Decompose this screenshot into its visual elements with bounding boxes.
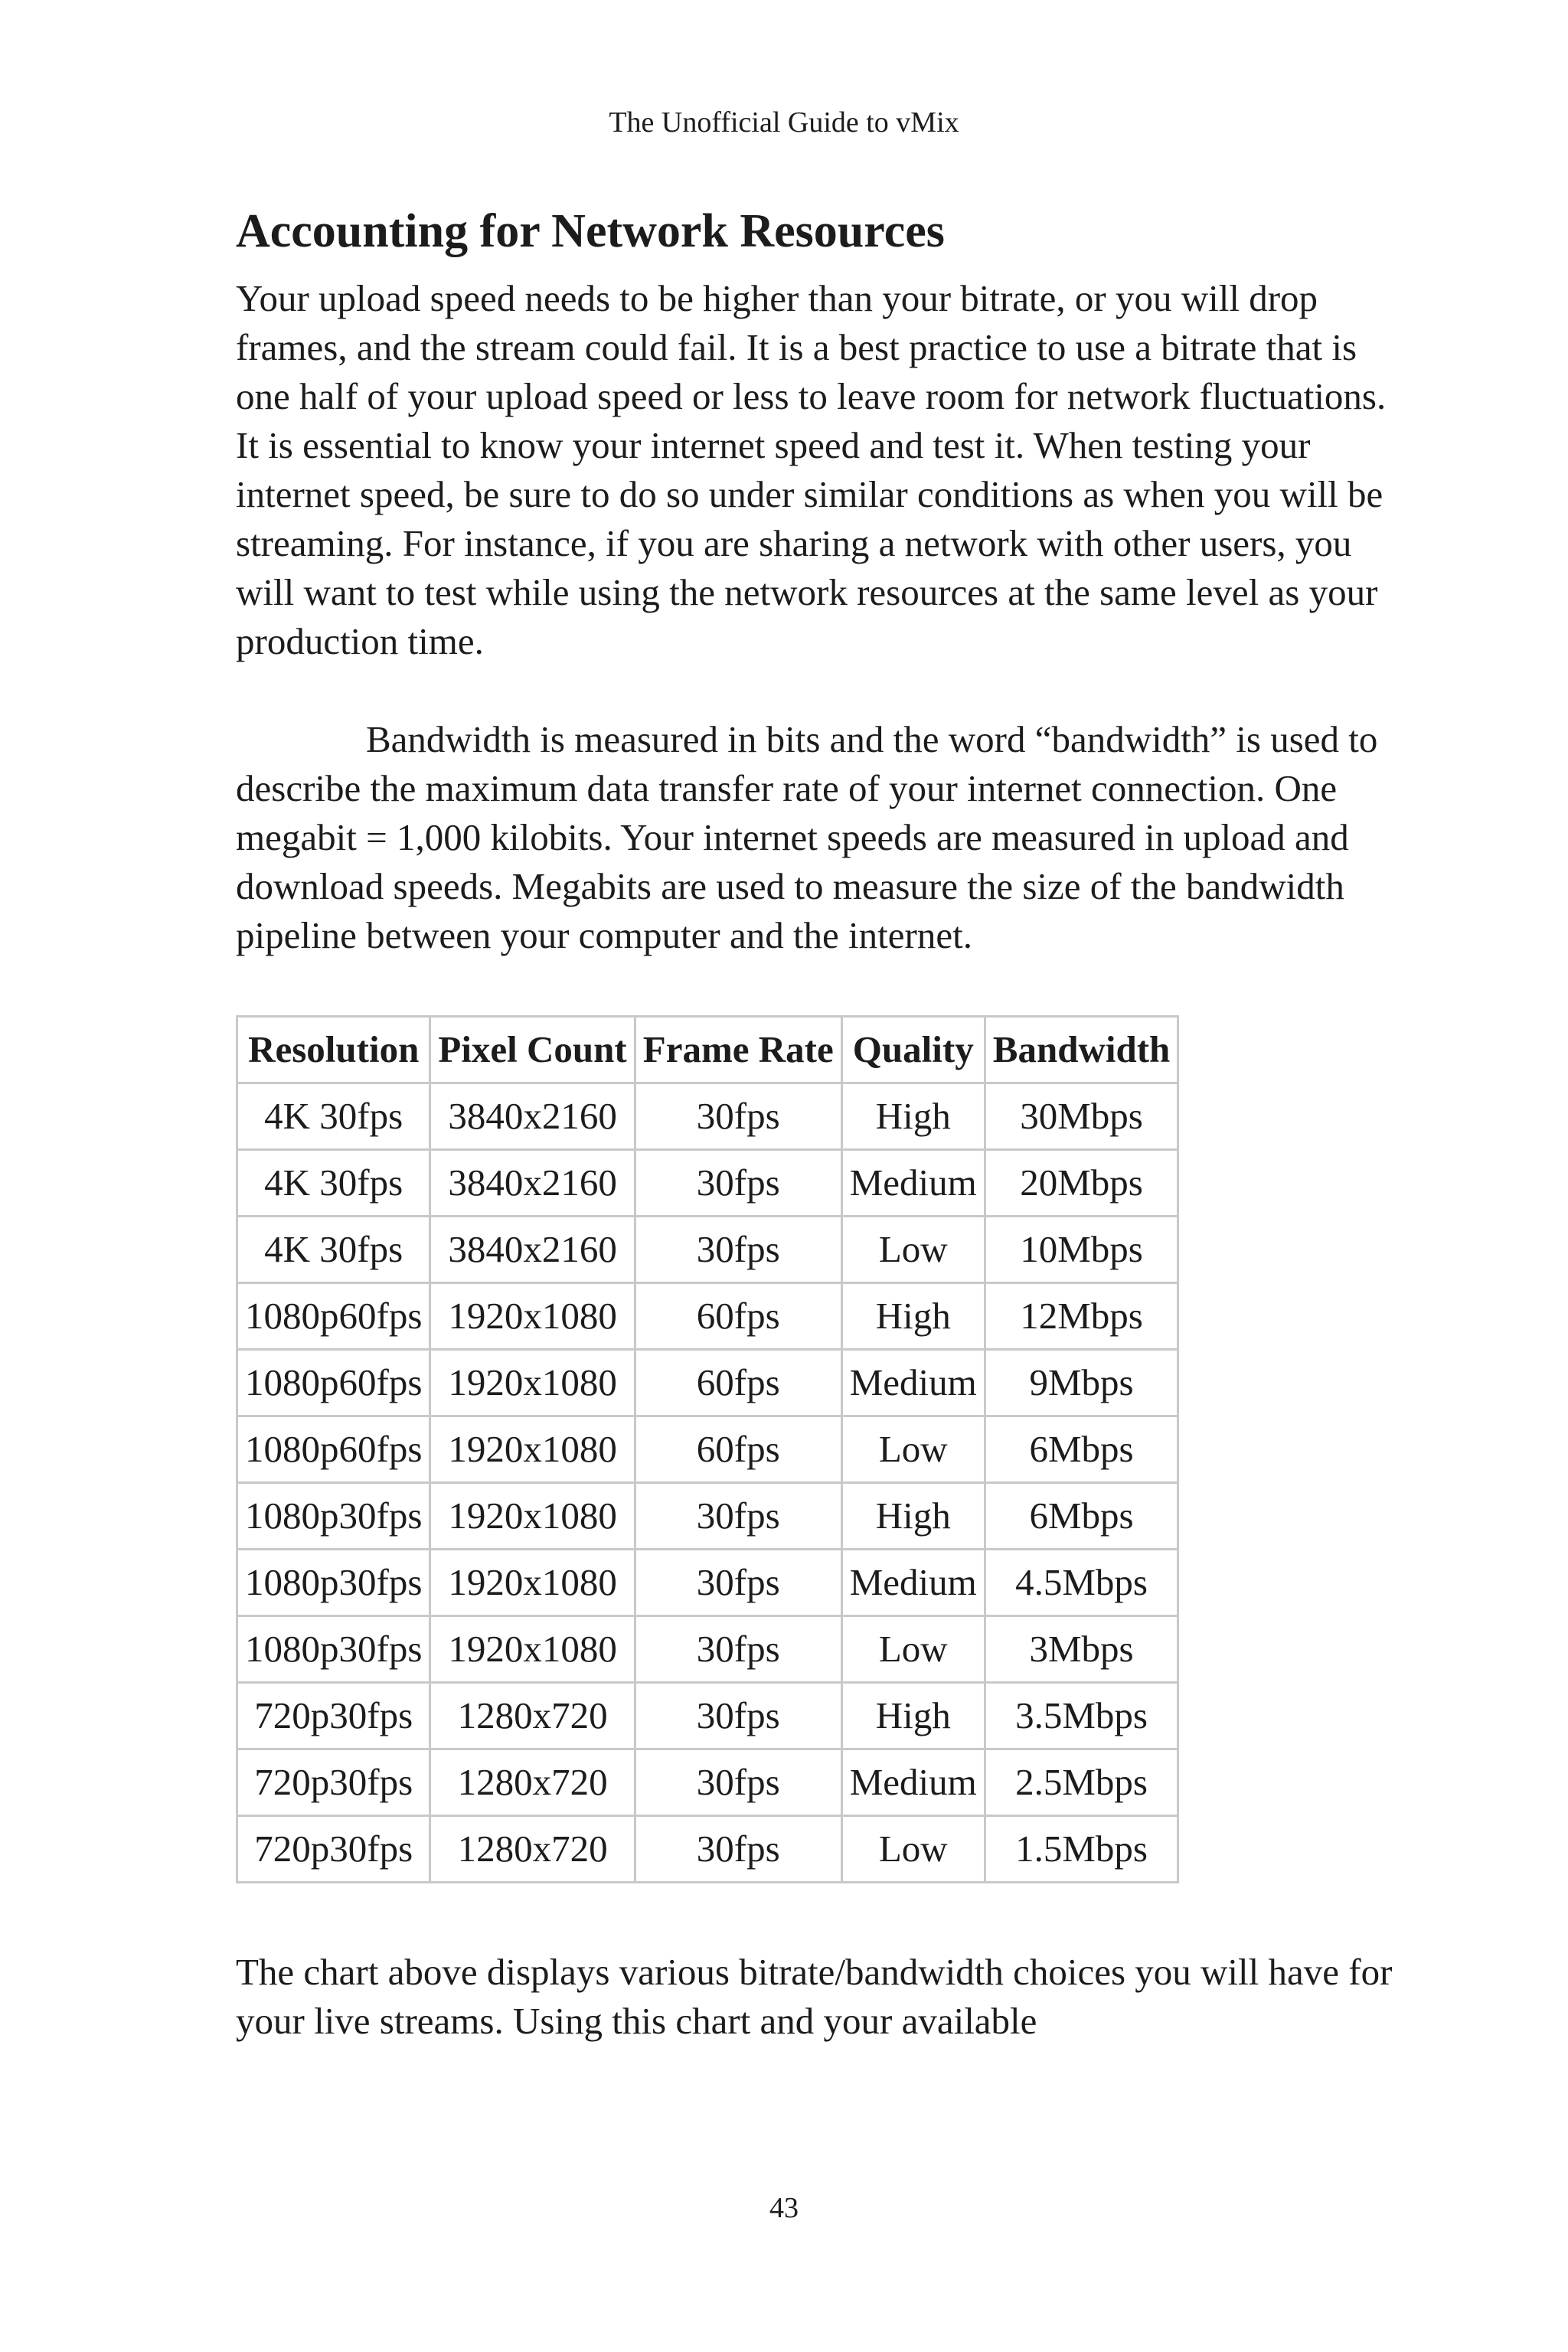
table-body bbox=[237, 1083, 1178, 1883]
table-cell-frame-rate: 60fps bbox=[635, 1416, 841, 1483]
bandwidth-table bbox=[236, 1015, 1179, 1883]
table-cell-bandwidth: 1.5Mbps bbox=[985, 1816, 1178, 1883]
table-row bbox=[237, 1150, 1178, 1217]
page-content bbox=[236, 201, 1412, 2046]
column-header-pixel-count: Pixel Count bbox=[430, 1017, 635, 1083]
table-cell-bandwidth: 12Mbps bbox=[985, 1283, 1178, 1350]
table-cell-pixel-count: 1280x720 bbox=[430, 1683, 635, 1749]
table-cell-pixel-count: 1280x720 bbox=[430, 1749, 635, 1816]
body-paragraph-bandwidth: Bandwidth is measured in bits and the word “bandwidth” is used to describe the maximum data transfer rate of your internet connection. One megabit = 1,000 kilobits. Your internet speeds are measured in upload and download speeds. Megabits are used to measure the size of the bandwidth pipeline between your computer and the internet. bbox=[236, 718, 1378, 956]
table-cell-bandwidth: 9Mbps bbox=[985, 1350, 1178, 1416]
table-cell-frame-rate: 30fps bbox=[635, 1616, 841, 1683]
table-cell-quality: Medium bbox=[841, 1749, 985, 1816]
table-row bbox=[237, 1083, 1178, 1150]
table-cell-resolution: 4K 30fps bbox=[237, 1083, 430, 1150]
table-cell-bandwidth: 6Mbps bbox=[985, 1416, 1178, 1483]
table-cell-pixel-count: 1920x1080 bbox=[430, 1283, 635, 1350]
table-cell-pixel-count: 3840x2160 bbox=[430, 1217, 635, 1283]
table-cell-pixel-count: 1920x1080 bbox=[430, 1416, 635, 1483]
table-cell-resolution: 1080p60fps bbox=[237, 1283, 430, 1350]
table-cell-pixel-count: 1920x1080 bbox=[430, 1483, 635, 1550]
table-cell-resolution: 1080p30fps bbox=[237, 1550, 430, 1616]
table-cell-resolution: 4K 30fps bbox=[237, 1217, 430, 1283]
table-cell-quality: High bbox=[841, 1283, 985, 1350]
section-title: Accounting for Network Resources bbox=[236, 205, 945, 257]
table-cell-bandwidth: 3Mbps bbox=[985, 1616, 1178, 1683]
table-row bbox=[237, 1483, 1178, 1550]
table-cell-pixel-count: 1920x1080 bbox=[430, 1616, 635, 1683]
table-cell-frame-rate: 30fps bbox=[635, 1816, 841, 1883]
table-cell-frame-rate: 30fps bbox=[635, 1683, 841, 1749]
table-cell-bandwidth: 30Mbps bbox=[985, 1083, 1178, 1150]
table-cell-quality: High bbox=[841, 1683, 985, 1749]
running-head: The Unofficial Guide to vMix bbox=[609, 106, 959, 139]
table-cell-quality: Medium bbox=[841, 1550, 985, 1616]
table-cell-bandwidth: 2.5Mbps bbox=[985, 1749, 1178, 1816]
table-row bbox=[237, 1616, 1178, 1683]
table-cell-pixel-count: 1920x1080 bbox=[430, 1550, 635, 1616]
table-cell-bandwidth: 20Mbps bbox=[985, 1150, 1178, 1217]
table-cell-frame-rate: 30fps bbox=[635, 1550, 841, 1616]
table-cell-resolution: 720p30fps bbox=[237, 1683, 430, 1749]
column-header-frame-rate: Frame Rate bbox=[635, 1017, 841, 1083]
table-row bbox=[237, 1217, 1178, 1283]
table-header-row bbox=[237, 1017, 1178, 1083]
table-cell-pixel-count: 3840x2160 bbox=[430, 1083, 635, 1150]
table-cell-bandwidth: 10Mbps bbox=[985, 1217, 1178, 1283]
table-cell-resolution: 1080p30fps bbox=[237, 1616, 430, 1683]
table-row bbox=[237, 1749, 1178, 1816]
table-row bbox=[237, 1283, 1178, 1350]
table-cell-frame-rate: 30fps bbox=[635, 1150, 841, 1217]
table-row bbox=[237, 1416, 1178, 1483]
table-cell-resolution: 720p30fps bbox=[237, 1749, 430, 1816]
table-row bbox=[237, 1816, 1178, 1883]
column-header-quality: Quality bbox=[841, 1017, 985, 1083]
table-cell-quality: Medium bbox=[841, 1350, 985, 1416]
table-cell-pixel-count: 3840x2160 bbox=[430, 1150, 635, 1217]
table-cell-resolution: 1080p30fps bbox=[237, 1483, 430, 1550]
table-cell-resolution: 4K 30fps bbox=[237, 1150, 430, 1217]
table-row bbox=[237, 1350, 1178, 1416]
column-header-resolution: Resolution bbox=[237, 1017, 430, 1083]
table-cell-frame-rate: 30fps bbox=[635, 1483, 841, 1550]
table-cell-resolution: 1080p60fps bbox=[237, 1416, 430, 1483]
table-cell-bandwidth: 4.5Mbps bbox=[985, 1550, 1178, 1616]
table-row bbox=[237, 1683, 1178, 1749]
table-cell-quality: Low bbox=[841, 1217, 985, 1283]
table-cell-quality: Medium bbox=[841, 1150, 985, 1217]
table-row bbox=[237, 1550, 1178, 1616]
table-cell-frame-rate: 60fps bbox=[635, 1283, 841, 1350]
table-cell-pixel-count: 1280x720 bbox=[430, 1816, 635, 1883]
table-cell-quality: Low bbox=[841, 1416, 985, 1483]
page-number: 43 bbox=[769, 2192, 799, 2224]
table-cell-bandwidth: 3.5Mbps bbox=[985, 1683, 1178, 1749]
table-cell-frame-rate: 30fps bbox=[635, 1749, 841, 1816]
table-cell-pixel-count: 1920x1080 bbox=[430, 1350, 635, 1416]
column-header-bandwidth: Bandwidth bbox=[985, 1017, 1178, 1083]
table-cell-frame-rate: 60fps bbox=[635, 1350, 841, 1416]
table-cell-resolution: 1080p60fps bbox=[237, 1350, 430, 1416]
table-cell-resolution: 720p30fps bbox=[237, 1816, 430, 1883]
table-cell-quality: High bbox=[841, 1083, 985, 1150]
table-cell-frame-rate: 30fps bbox=[635, 1083, 841, 1150]
table-cell-quality: Low bbox=[841, 1616, 985, 1683]
body-paragraph-chart-summary: The chart above displays various bitrate/bandwidth choices you will have for your live streams. Using this chart and your available bbox=[236, 1951, 1393, 2042]
table-cell-quality: High bbox=[841, 1483, 985, 1550]
table-cell-frame-rate: 30fps bbox=[635, 1217, 841, 1283]
table-cell-bandwidth: 6Mbps bbox=[985, 1483, 1178, 1550]
table-cell-quality: Low bbox=[841, 1816, 985, 1883]
body-paragraph-upload-speed: Your upload speed needs to be higher than your bitrate, or you will drop frames, and the stream could fail. It is a best practice to use a bitrate that is one half of your upload speed or less to leave room for network fluctuations. It is essential to know your internet speed and test it. When testing your internet speed, be sure to do so under similar conditions as when you will be streaming. For instance, if you are sharing a network with other users, you will want to test while using the network resources at the same level as your production time. bbox=[236, 277, 1387, 662]
